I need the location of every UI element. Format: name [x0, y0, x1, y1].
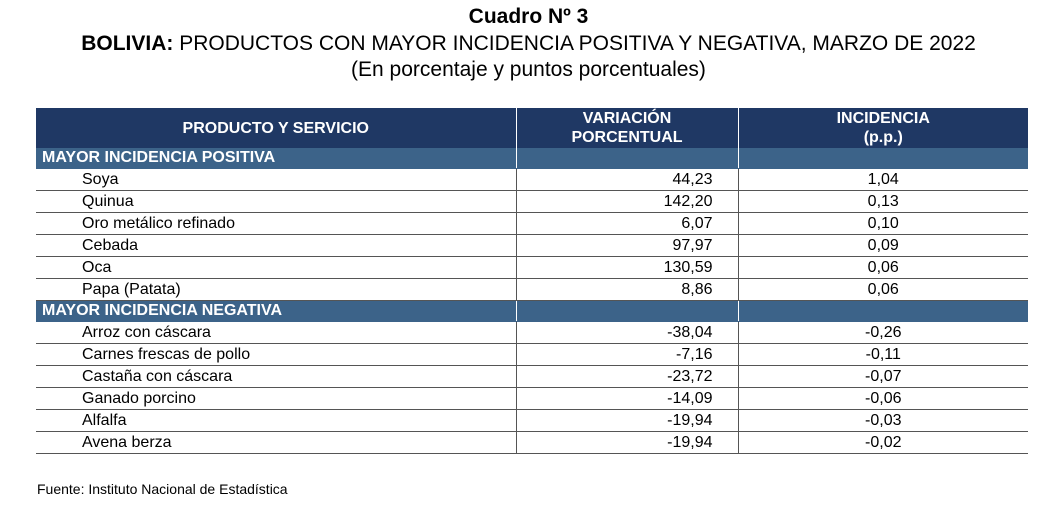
header-variation-line1: VARIACIÓN	[582, 110, 672, 127]
variation-value: 8,86	[516, 279, 738, 301]
header-incidence-line1: INCIDENCIA	[836, 110, 930, 127]
variation-value: -38,04	[516, 322, 738, 344]
incidence-value: -0,26	[738, 322, 1028, 344]
incidence-value: -0,06	[738, 388, 1028, 410]
table-subtitle: (En porcentaje y puntos porcentuales)	[351, 58, 706, 81]
section-label: MAYOR INCIDENCIA POSITIVA	[36, 148, 516, 169]
variation-value: 130,59	[516, 257, 738, 279]
product-name: Arroz con cáscara	[36, 322, 516, 344]
table-row	[36, 322, 1028, 344]
table-row	[36, 257, 1028, 279]
variation-value: -23,72	[516, 366, 738, 388]
product-name: Avena berza	[36, 432, 516, 454]
table-row	[36, 366, 1028, 388]
section-cell-empty	[738, 301, 1028, 322]
table-row	[36, 235, 1028, 257]
product-name: Quinua	[36, 191, 516, 213]
incidence-value: -0,02	[738, 432, 1028, 454]
table-number: Cuadro Nº 3	[468, 5, 589, 28]
incidence-value: -0,07	[738, 366, 1028, 388]
product-name: Castaña con cáscara	[36, 366, 516, 388]
section-cell-empty	[516, 301, 738, 322]
product-name: Oca	[36, 257, 516, 279]
variation-value: 44,23	[516, 169, 738, 191]
header-incidence-line2: (p.p.)	[863, 129, 903, 146]
source-note: Fuente: Instituto Nacional de Estadística	[37, 481, 288, 497]
table-title-country: BOLIVIA:	[81, 32, 174, 55]
product-name: Oro metálico refinado	[36, 213, 516, 235]
variation-value: 6,07	[516, 213, 738, 235]
table-row	[36, 388, 1028, 410]
table-row	[36, 344, 1028, 366]
product-name: Carnes frescas de pollo	[36, 344, 516, 366]
variation-value: -19,94	[516, 410, 738, 432]
incidence-table	[36, 108, 1028, 454]
product-name: Soya	[36, 169, 516, 191]
incidence-value: 0,10	[738, 213, 1028, 235]
incidence-value: 0,13	[738, 191, 1028, 213]
table-body	[36, 148, 1028, 454]
section-row	[36, 301, 1028, 322]
table-title-text: PRODUCTOS CON MAYOR INCIDENCIA POSITIVA Y NEGATIVA, MARZO DE 2022	[173, 32, 976, 55]
product-name: Cebada	[36, 235, 516, 257]
section-cell-empty	[516, 148, 738, 169]
incidence-value: 0,09	[738, 235, 1028, 257]
product-name: Papa (Patata)	[36, 279, 516, 301]
incidence-value: -0,11	[738, 344, 1028, 366]
product-name: Ganado porcino	[36, 388, 516, 410]
header-product: PRODUCTO Y SERVICIO	[36, 108, 516, 148]
table-row	[36, 213, 1028, 235]
table-title	[0, 31, 1057, 57]
header-incidence	[738, 108, 1028, 148]
table-row	[36, 169, 1028, 191]
incidence-value: 1,04	[738, 169, 1028, 191]
section-cell-empty	[738, 148, 1028, 169]
variation-value: -14,09	[516, 388, 738, 410]
section-label: MAYOR INCIDENCIA NEGATIVA	[36, 301, 516, 322]
variation-value: 142,20	[516, 191, 738, 213]
incidence-value: 0,06	[738, 279, 1028, 301]
table-row	[36, 410, 1028, 432]
table-row	[36, 279, 1028, 301]
incidence-value: 0,06	[738, 257, 1028, 279]
product-name: Alfalfa	[36, 410, 516, 432]
variation-value: -7,16	[516, 344, 738, 366]
section-row	[36, 148, 1028, 169]
header-variation	[516, 108, 738, 148]
incidence-value: -0,03	[738, 410, 1028, 432]
header-row	[36, 108, 1028, 148]
variation-value: -19,94	[516, 432, 738, 454]
table-row	[36, 432, 1028, 454]
variation-value: 97,97	[516, 235, 738, 257]
header-variation-line2: PORCENTUAL	[571, 129, 683, 146]
table-row	[36, 191, 1028, 213]
